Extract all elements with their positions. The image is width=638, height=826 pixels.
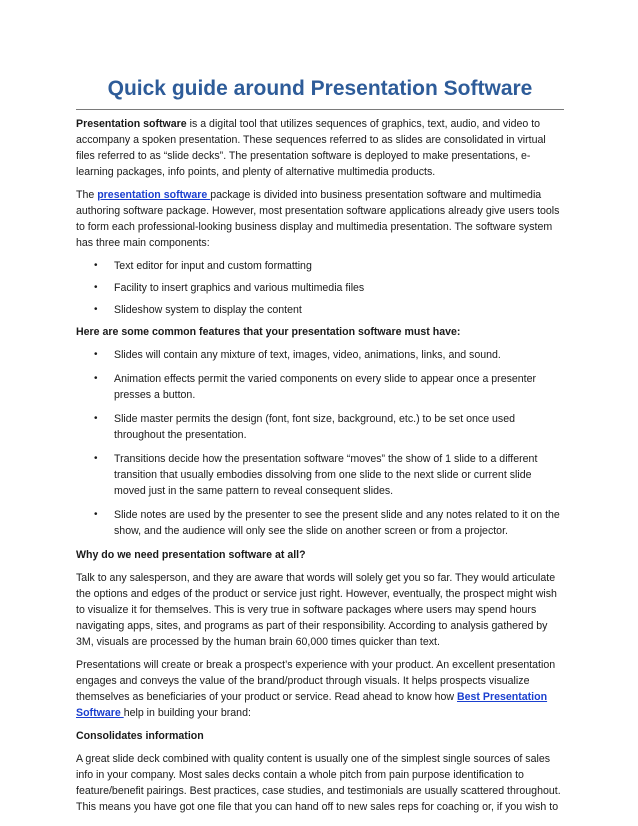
intro-term: Presentation software [76,118,187,130]
bullet-icon: • [94,349,98,360]
why-heading: Why do we need presentation software at all? [76,549,306,561]
package-paragraph [76,187,564,251]
bullet-icon: • [94,413,98,424]
list-item-text: Slideshow system to display the content [114,304,302,316]
bullet-icon: • [94,373,98,384]
bullet-icon: • [94,509,98,520]
list-item-text: Animation effects permit the varied components on every slide to appear once a presenter presses a button. [114,373,537,401]
brand-text-start: Presentations will create or break a prospect’s experience with your product. An excellent presentation engages and conveys the value of the brand/product through visuals. It helps prospects visualize themselves as beneficiaries of your product or service. Read ahead to know how [76,659,556,703]
document-body [76,116,564,815]
list-item-text: Transitions decide how the presentation software “moves” the show of 1 slide to a different transition that usually embodies dissolving from one slide to the next slide or current slide moved just in the same pattern to reveal consequent slides. [114,453,538,497]
list-item-text: Slide master permits the design (font, font size, background, etc.) to be set once used throughout the presentation. [114,413,516,441]
list-item [94,280,564,296]
visuals-paragraph: Talk to any salesperson, and they are aware that words will solely get you so far. They would articulate the options and edges of the product or service just right. However, eventually, the prospect might wish to visualize it for themselves. This is very true in software packages where users may spend hours navigating apps, sites, and programs as part of their responsibility. According to analysis gathered by 3M, visuals are processed by the human brain 60,000 times quicker than text. [76,572,557,648]
page-title: Quick guide around Presentation Software [107,77,533,100]
intro-paragraph [76,116,564,180]
list-item [94,411,564,443]
list-item-text: Facility to insert graphics and various multimedia files [114,282,365,294]
list-item-text: Text editor for input and custom formatting [114,260,312,272]
intro-text: is a digital tool that utilizes sequences of graphics, text, audio, and video to accompany a spoken presentation. These sequences referred to as slides are consolidated in virtual files referred to as “slide decks”. The presentation software is deployed to make presentations, e-learning packages, info points, and plenty of alternative multimedia products. [76,118,546,178]
list-item [94,507,564,539]
list-item [94,371,564,403]
bullet-icon: • [94,453,98,464]
list-item-text: Slide notes are used by the presenter to see the present slide and any notes related to it on the show, and the audience will only see the slide on another screen or from a projector. [114,509,560,537]
consolidates-heading: Consolidates information [76,730,204,742]
list-item [94,258,564,274]
consolidates-paragraph: A great slide deck combined with quality content is usually one of the simplest single sources of sales info in your company. Most sales decks contain a whole pitch from pain purpose identification to feature/benefit pairings. Best practices, case studies, and testimonials are usually scattered throughout. This means you have got one file that you can hand off to new sales reps for coaching or, if you wish to [76,753,561,813]
list-item [94,451,564,499]
features-heading: Here are some common features that your presentation software must have: [76,326,461,338]
brand-paragraph [76,657,564,721]
list-item [94,302,564,318]
presentation-software-link[interactable]: presentation software [97,189,211,201]
list-item [94,347,564,363]
features-list [76,347,564,539]
bullet-icon: • [94,282,98,293]
components-list [76,258,564,318]
bullet-icon: • [94,304,98,315]
brand-text-end: help in building your brand: [123,707,251,719]
bullet-icon: • [94,260,98,271]
list-item-text: Slides will contain any mixture of text, images, video, animations, links, and sound. [114,349,501,361]
package-text-end: package is divided into business presentation software and multimedia authoring software package. However, most presentation software applications already give users tools to form each professional-looking business display and multimedia presentation. The software system has three main components: [76,189,560,249]
title-divider [76,109,564,110]
package-text-start: The [76,189,98,201]
best-presentation-software-link[interactable]: Best Presentation Software [76,691,548,719]
